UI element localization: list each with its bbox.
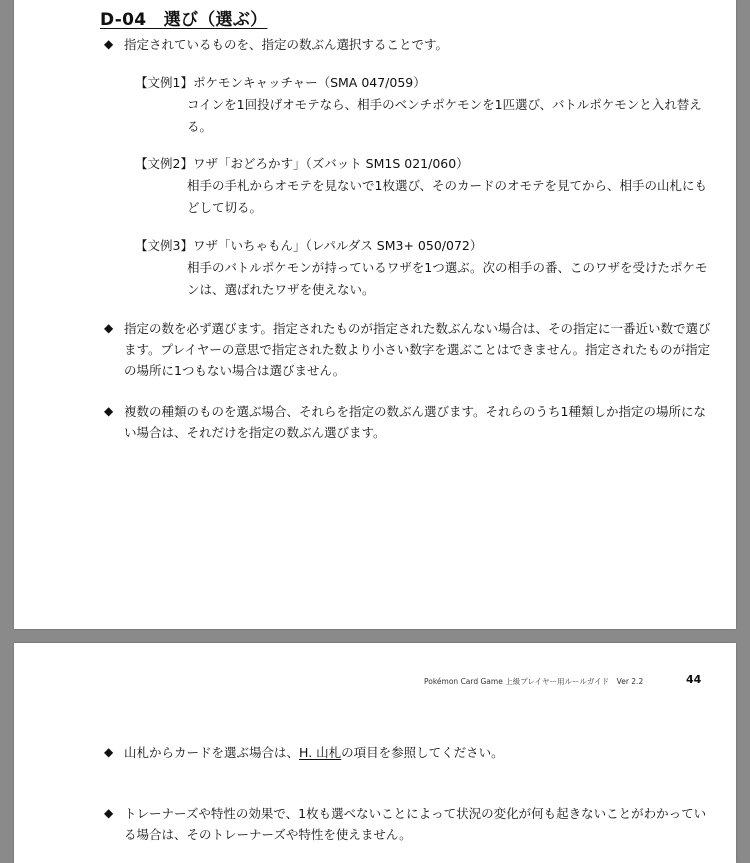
bullet-item — [104, 34, 716, 55]
bullet-item — [104, 803, 716, 845]
bullet-text-pre: 山札からカードを選ぶ場合は、 — [124, 745, 300, 760]
running-header-title: Pokémon Card Game 上級プレイヤー用ルールガイド Ver 2.2 — [424, 677, 644, 686]
example-label: 【文例3】ワザ「いちゃもん」（レパルダス SM3+ 050/072） — [135, 238, 483, 253]
example-block — [135, 153, 715, 219]
bullet-item — [104, 742, 716, 763]
bullet-item — [104, 401, 716, 443]
bullet-text: 指定されているものを、指定の数ぶん選択することです。 — [124, 37, 449, 52]
example-body: コインを1回投げオモテなら、相手のベンチポケモンを1匹選び、バトルポケモンと入れ替える。 — [187, 97, 702, 134]
diamond-bullet-icon: ◆ — [104, 745, 114, 759]
bullet-text: 複数の種類のものを選ぶ場合、それらを指定の数ぶん選びます。それらのうち1種類しか指定の場所にない場合は、それだけを指定の数ぶん選びます。 — [124, 404, 706, 440]
bullet-text-post: の項目を参照してください。 — [341, 745, 504, 760]
example-body: 相手の手札からオモテを見ないで1枚選び、そのカードのオモテを見てから、相手の山札にもどして切る。 — [187, 178, 707, 215]
document-page-2 — [14, 643, 736, 863]
page-number: 44 — [686, 673, 702, 686]
example-body: 相手のバトルポケモンが持っているワザを1つ選ぶ。次の相手の番、このワザを受けたポケモンは、選ばれたワザを使えない。 — [187, 260, 708, 297]
section-heading: D-04 選び（選ぶ） — [100, 10, 268, 30]
example-label: 【文例1】ポケモンキャッチャー（SMA 047/059） — [135, 75, 426, 90]
example-block — [135, 235, 715, 301]
bullet-text: 指定の数を必ず選びます。指定されたものが指定された数ぶんない場合は、その指定に一番近い数で選びます。プレイヤーの意思で指定された数より小さい数字を選ぶことはできません。指定されたものが指定の場所に1つもない場合は選びません。 — [124, 321, 711, 378]
example-label: 【文例2】ワザ「おどろかす」（ズバット SM1S 021/060） — [135, 156, 469, 171]
diamond-bullet-icon: ◆ — [104, 321, 114, 335]
deck-section-link[interactable]: H. 山札 — [299, 745, 342, 760]
bullet-text: トレーナーズや特性の効果で、1枚も選べないことによって状況の変化が何も起きないことがわかっている場合は、そのトレーナーズや特性を使えません。 — [124, 806, 707, 842]
example-block — [135, 72, 715, 138]
document-page-1 — [14, 0, 736, 629]
bullet-item — [104, 318, 716, 381]
bullet-text — [124, 742, 716, 763]
diamond-bullet-icon: ◆ — [104, 404, 114, 418]
diamond-bullet-icon: ◆ — [104, 37, 114, 51]
diamond-bullet-icon: ◆ — [104, 806, 114, 820]
